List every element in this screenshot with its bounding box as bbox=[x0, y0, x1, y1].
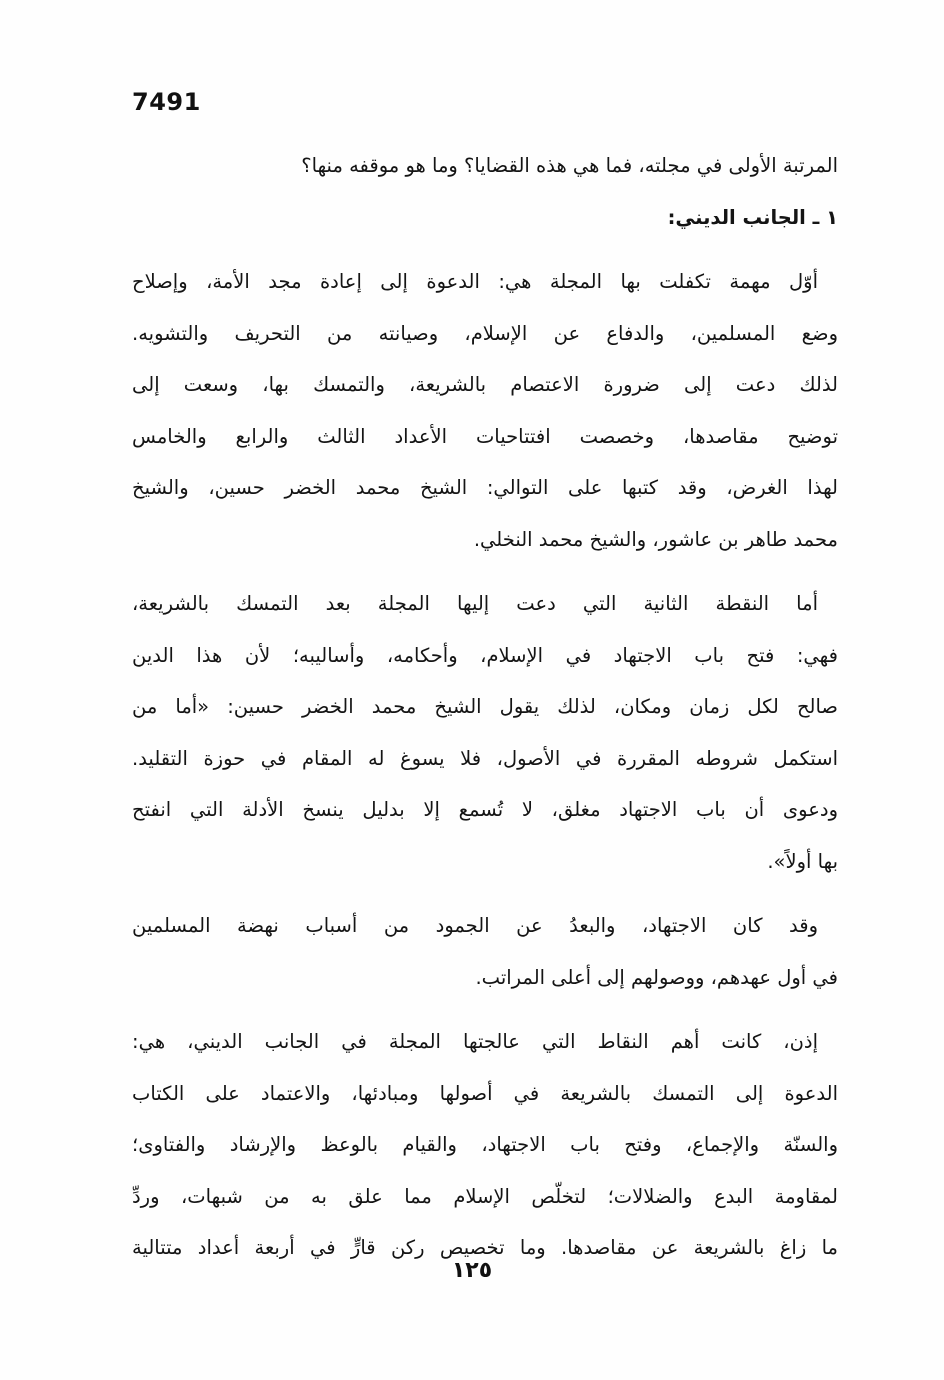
section-heading: ١ ـ الجانب الديني: bbox=[667, 205, 838, 229]
page-text-body bbox=[132, 140, 838, 1274]
text-line: ما زاغ بالشريعة عن مقاصدها. وما تخصيص ركن قارٍّ في أربعة أعداد متتالية bbox=[132, 1236, 838, 1259]
page-code: 7491 bbox=[132, 88, 201, 116]
text-line: الدعوة إلى التمسك بالشريعة في أصولها ومبادئها، والاعتماد على الكتاب bbox=[132, 1081, 838, 1105]
text-line: استكمل شروطه المقررة في الأصول، فلا يسوغ له المقام في حوزة التقليد. bbox=[132, 746, 838, 770]
text-line: لهذا الغرض، وقد كتبها على التوالي: الشيخ محمد الخضر حسين، والشيخ bbox=[132, 476, 838, 499]
text-line: محمد طاهر بن عاشور، والشيخ محمد النخلي. bbox=[473, 527, 838, 551]
text-line: توضيح مقاصدها، وخصصت افتتاحيات الأعداد الثالث والرابع والخامس bbox=[132, 424, 838, 448]
paragraph-gap bbox=[132, 243, 838, 256]
text-line: المرتبة الأولى في مجلته، فما هي هذه القضايا؟ وما هو موقفه منها؟ bbox=[301, 154, 838, 177]
text-line: صالح لكل زمان ومكان، لذلك يقول الشيخ محمد الخضر حسين: «أما من bbox=[132, 695, 838, 718]
text-line: وضع المسلمين، والدفاع عن الإسلام، وصيانته من التحريف والتشويه. bbox=[132, 321, 838, 345]
page-number: ١٢٥ bbox=[451, 1258, 493, 1283]
text-line: بها أولاً». bbox=[767, 849, 838, 873]
paragraph-gap bbox=[132, 565, 838, 578]
text-line: إذن، كانت أهم النقاط التي عالجتها المجلة في الجانب الديني، هي: bbox=[132, 1030, 818, 1053]
paragraph-gap bbox=[132, 1003, 838, 1016]
text-line: وقد كان الاجتهاد، والبعدُ عن الجمود من أسباب نهضة المسلمين bbox=[132, 914, 818, 937]
text-line: لذلك دعت إلى ضرورة الاعتصام بالشريعة، والتمسك بها، وسعت إلى bbox=[132, 373, 838, 396]
text-line: فهي: فتح باب الاجتهاد في الإسلام، وأحكامه، وأساليبه؛ لأن هذا الدين bbox=[132, 643, 838, 667]
text-line: أما النقطة الثانية التي دعت إليها المجلة بعد التمسك بالشريعة، bbox=[132, 592, 818, 615]
text-line: أوّل مهمة تكفلت بها المجلة هي: الدعوة إلى إعادة مجد الأمة، وإصلاح bbox=[132, 270, 818, 293]
text-line: ودعوى أن باب الاجتهاد مغلق، لا تُسمع إلا بدليل ينسخ الأدلة التي انفتح bbox=[132, 798, 838, 821]
text-line: والسنّة والإجماع، وفتح باب الاجتهاد، والقيام بالوعظ والإرشاد والفتاوى؛ bbox=[132, 1133, 838, 1156]
paragraph-gap bbox=[132, 887, 838, 900]
text-line: لمقاومة البدع والضلالات؛ لتخلّص الإسلام مما علق به من شبهات، وردِّ bbox=[132, 1184, 838, 1208]
text-line: في أول عهدهم، ووصولهم إلى أعلى المراتب. bbox=[475, 965, 838, 989]
